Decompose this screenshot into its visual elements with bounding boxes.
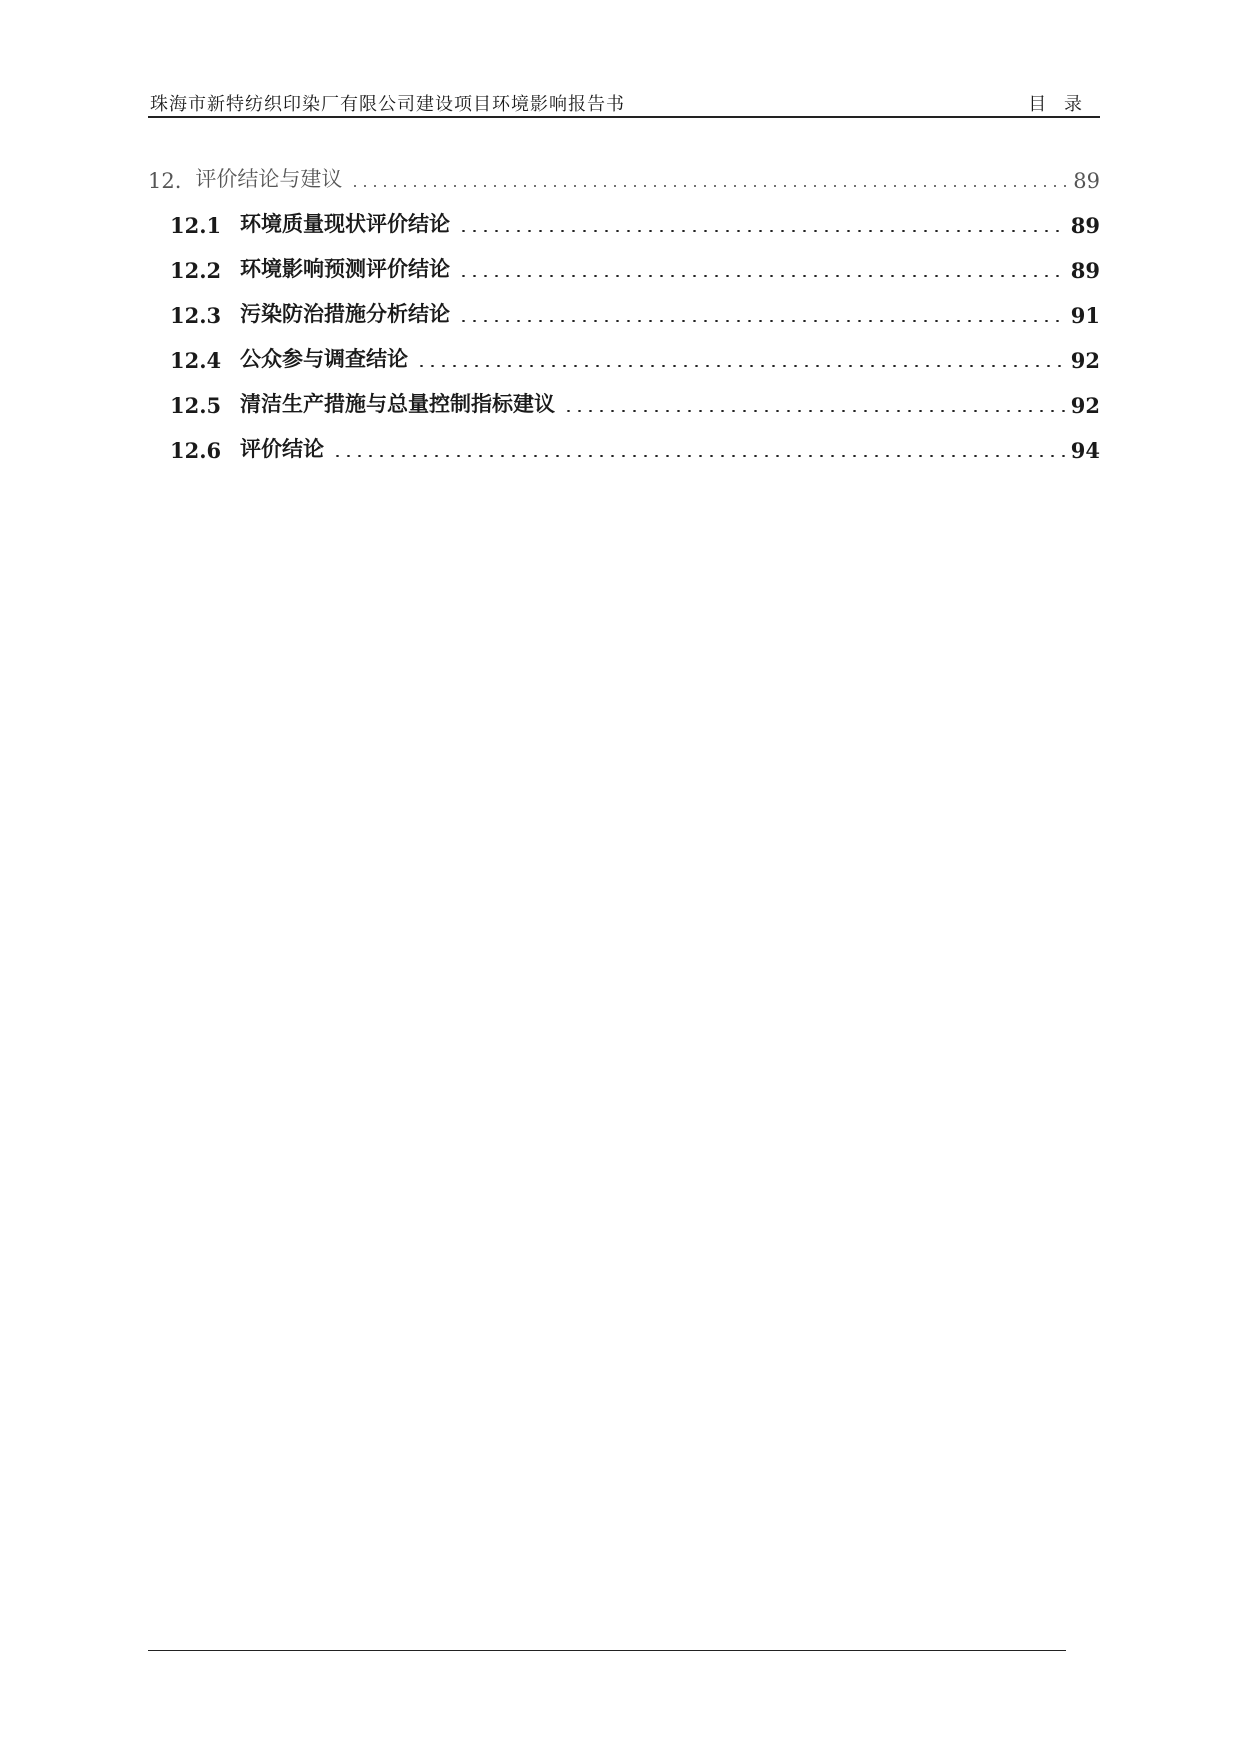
table-of-contents	[148, 148, 1100, 463]
footer-rule	[148, 1650, 1066, 1651]
toc-section-page: 91	[1070, 303, 1100, 328]
dot-leader	[416, 365, 1065, 367]
toc-section-entry[interactable]	[148, 373, 1100, 418]
toc-chapter-page: 89	[1073, 169, 1100, 193]
toc-section-page: 92	[1070, 348, 1100, 373]
toc-section-title: 公众参与调查结论	[240, 346, 408, 371]
toc-section-entry[interactable]	[148, 283, 1100, 328]
dot-leader	[332, 455, 1065, 457]
toc-section-number: 12.2	[170, 258, 222, 283]
dot-leader	[350, 185, 1067, 187]
toc-section-page: 89	[1070, 213, 1100, 238]
dot-leader	[458, 320, 1065, 322]
page-header	[148, 86, 1100, 118]
toc-section-entry[interactable]	[148, 418, 1100, 463]
toc-section-page: 92	[1070, 393, 1100, 418]
dot-leader	[563, 410, 1065, 412]
toc-section-title: 清洁生产措施与总量控制指标建议	[240, 391, 555, 416]
toc-section-number: 12.1	[170, 213, 222, 238]
toc-section-entry[interactable]	[148, 328, 1100, 373]
toc-chapter-title: 评价结论与建议	[195, 167, 343, 191]
dot-leader	[458, 230, 1065, 232]
dot-leader	[458, 275, 1065, 277]
toc-section-entry[interactable]	[148, 193, 1100, 238]
toc-section-title: 环境影响预测评价结论	[240, 256, 450, 281]
toc-section-page: 89	[1070, 258, 1100, 283]
section-label: 目 录	[1028, 94, 1088, 115]
toc-section-title: 环境质量现状评价结论	[240, 211, 450, 236]
toc-section-title: 污染防治措施分析结论	[240, 301, 450, 326]
toc-chapter-entry[interactable]	[148, 148, 1100, 193]
toc-chapter-number: 12.	[148, 169, 182, 193]
toc-section-number: 12.5	[170, 393, 222, 418]
document-title: 珠海市新特纺织印染厂有限公司建设项目环境影响报告书	[150, 94, 625, 115]
toc-section-number: 12.3	[170, 303, 222, 328]
toc-section-number: 12.4	[170, 348, 222, 373]
toc-section-number: 12.6	[170, 438, 222, 463]
toc-section-title: 评价结论	[240, 436, 324, 461]
toc-section-page: 94	[1070, 438, 1100, 463]
toc-section-entry[interactable]	[148, 238, 1100, 283]
